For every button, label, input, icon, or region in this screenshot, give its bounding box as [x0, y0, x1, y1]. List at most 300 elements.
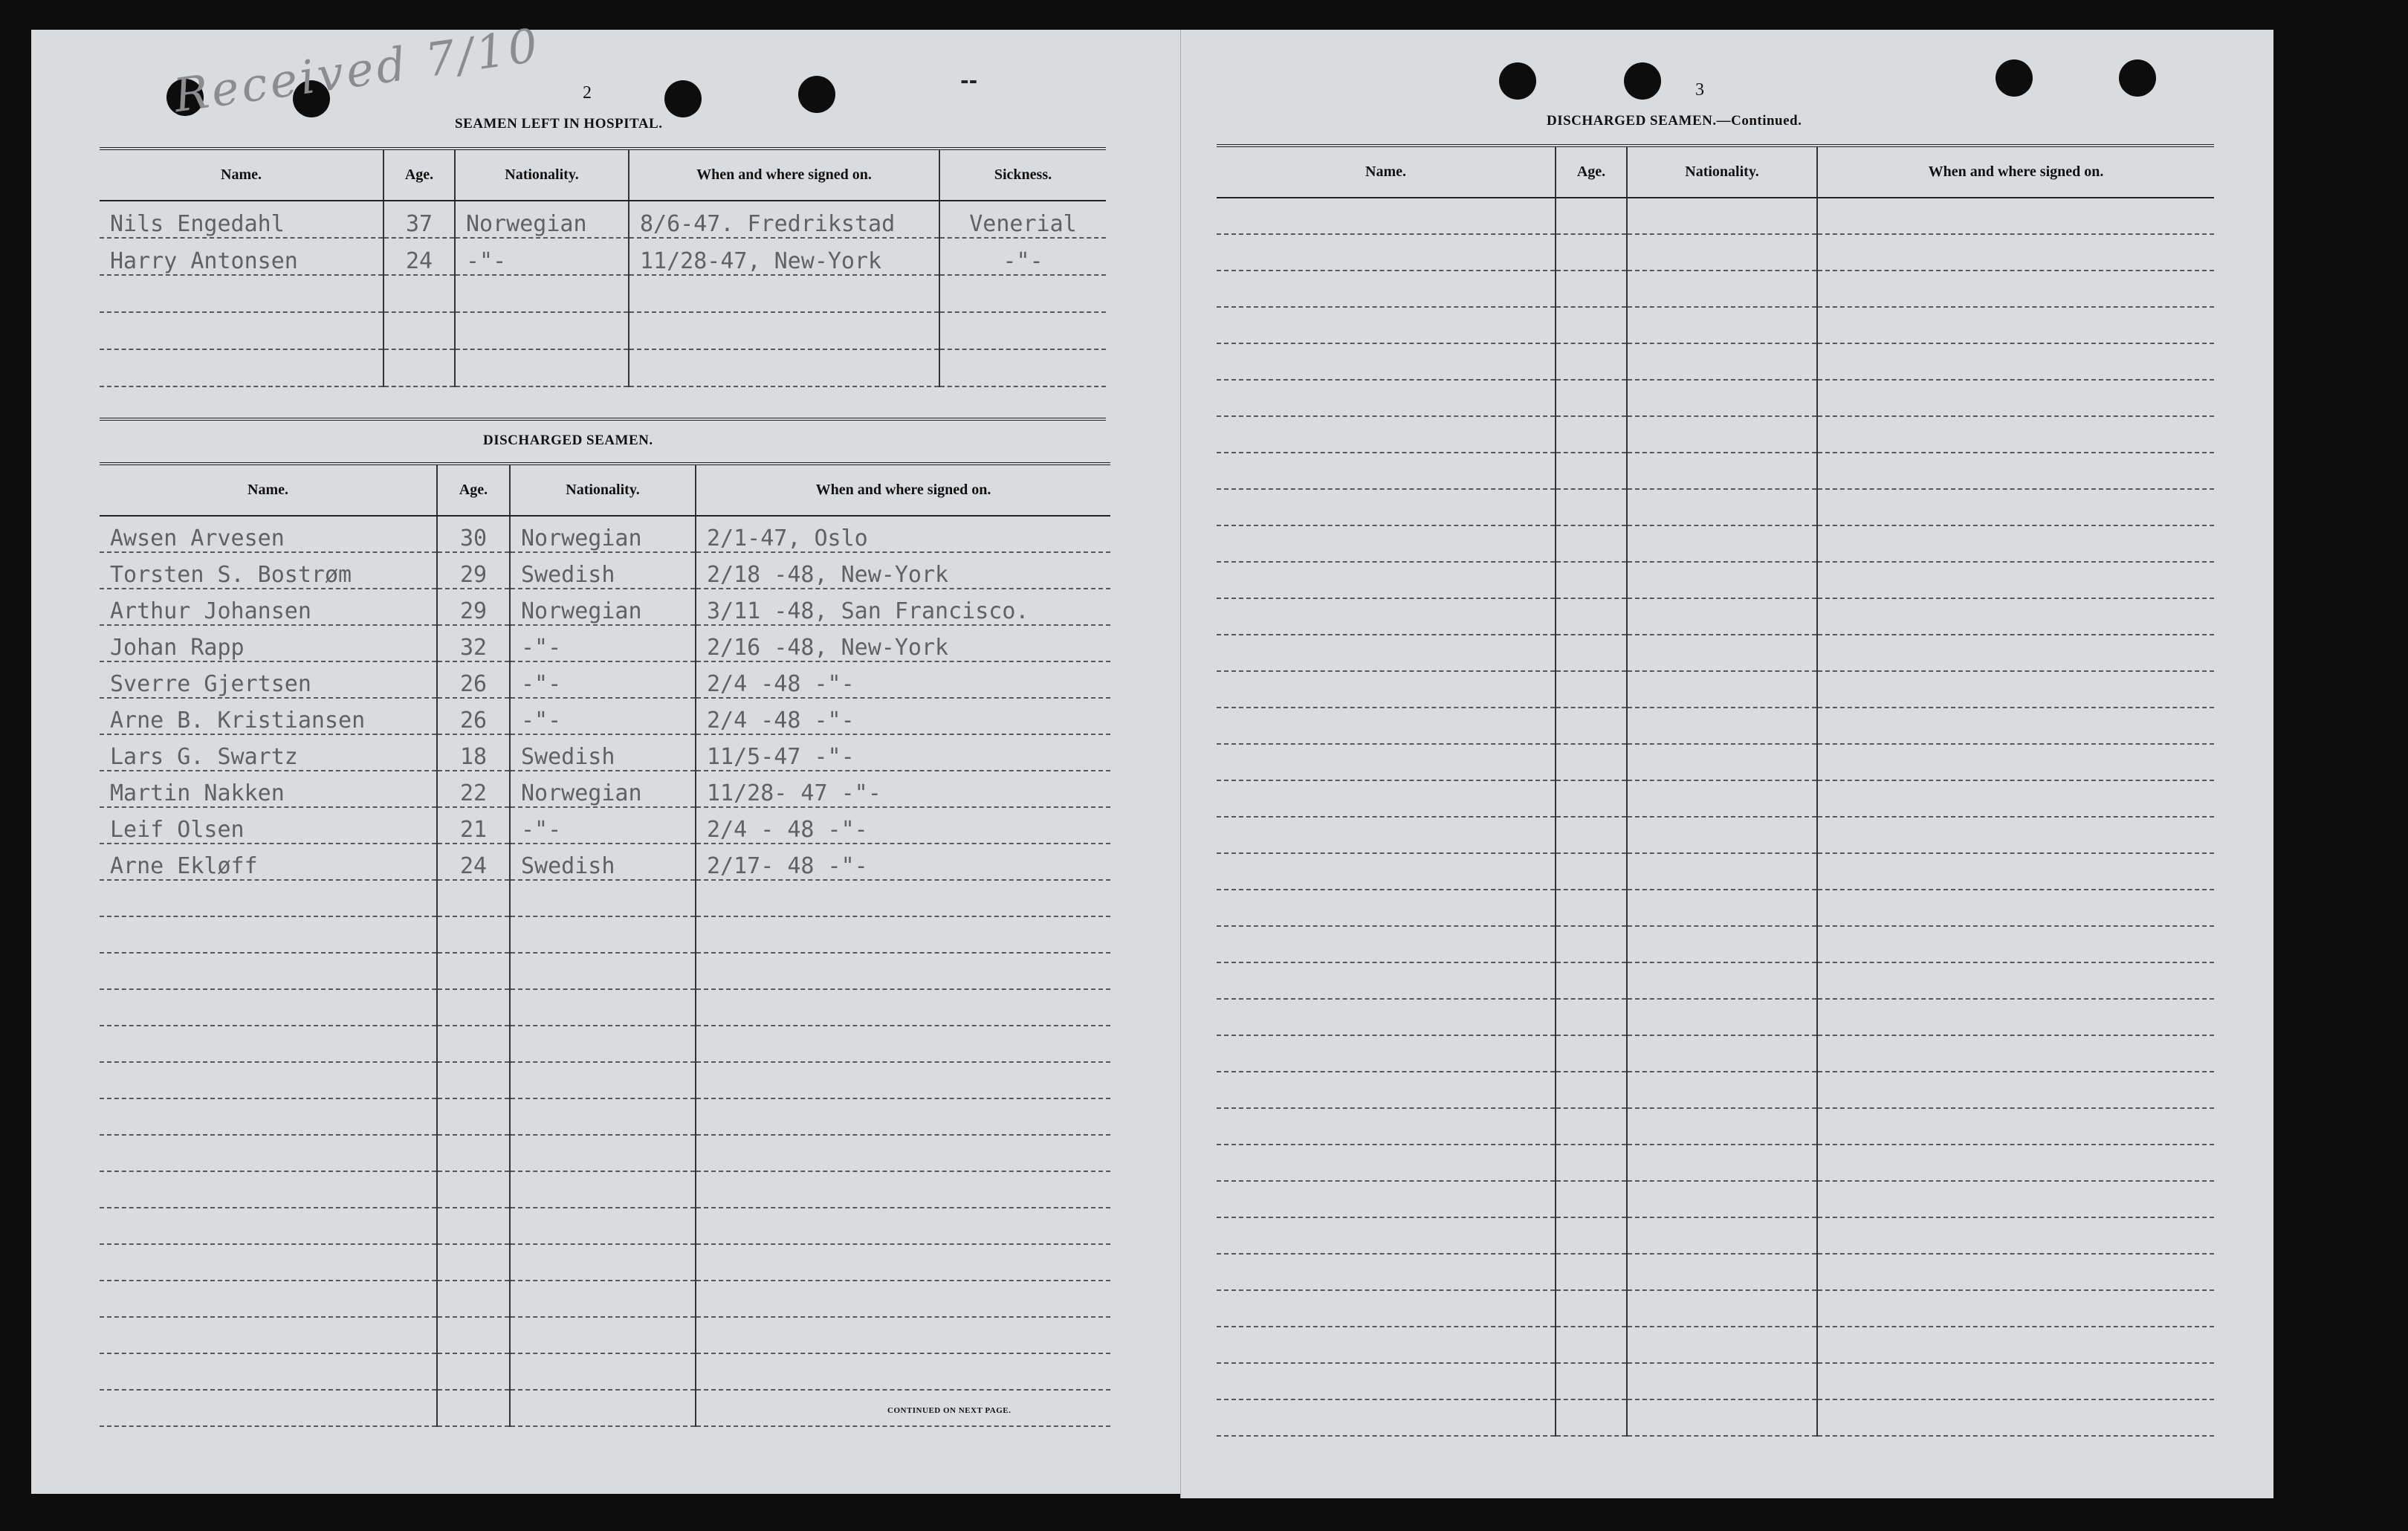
table-row: [1217, 453, 2214, 489]
table-row: [100, 589, 1110, 625]
blank-cell: [1627, 1254, 1817, 1290]
blank-cell: [1817, 1217, 2214, 1254]
table-row: [100, 880, 1110, 916]
cell-nationality: [455, 349, 629, 386]
cell-age: 21: [437, 807, 510, 844]
blank-cell: [1217, 744, 1556, 780]
cell-signed-on: [696, 1135, 1110, 1171]
cell-name: Lars G. Swartz: [100, 734, 437, 771]
blank-cell: [1817, 926, 2214, 962]
table-row: [1217, 1254, 2214, 1290]
blank-cell: [1627, 1181, 1817, 1217]
table-row: [1217, 1181, 2214, 1217]
blank-cell: [1817, 307, 2214, 343]
cell-age: [437, 880, 510, 916]
blank-cell: [1556, 598, 1627, 635]
cell-age: 26: [437, 698, 510, 734]
table-row: [1217, 1399, 2214, 1436]
table-row: [1217, 817, 2214, 853]
pencil-mark: --: [960, 68, 978, 93]
cell-signed-on: [696, 1208, 1110, 1244]
blank-cell: [1817, 525, 2214, 562]
blank-cell: [1817, 1290, 2214, 1327]
blank-cell: [1556, 234, 1627, 271]
blank-cell: [1817, 380, 2214, 416]
col-header-nationality: Nationality.: [510, 464, 696, 516]
cell-name: Martin Nakken: [100, 771, 437, 807]
blank-cell: [1627, 1108, 1817, 1145]
cell-signed-on: [696, 1317, 1110, 1353]
table-row: [1217, 635, 2214, 671]
blank-cell: [1217, 271, 1556, 307]
table-row: [1217, 271, 2214, 307]
blank-cell: [1556, 489, 1627, 525]
cell-signed-on: 11/28-47, New-York: [629, 238, 939, 275]
cell-sickness: [939, 275, 1106, 312]
blank-cell: [1556, 525, 1627, 562]
cell-signed-on: [629, 349, 939, 386]
table-row: [1217, 708, 2214, 744]
blank-cell: [1627, 1290, 1817, 1327]
table-row: [100, 734, 1110, 771]
cell-nationality: [510, 916, 696, 953]
cell-signed-on: 2/4 -48 -"-: [696, 698, 1110, 734]
cell-nationality: Swedish: [510, 844, 696, 880]
table-row: [1217, 962, 2214, 999]
table-row: [1217, 1217, 2214, 1254]
punch-hole: [664, 80, 702, 117]
blank-cell: [1627, 1217, 1817, 1254]
blank-cell: [1817, 1108, 2214, 1145]
blank-cell: [1627, 708, 1817, 744]
blank-cell: [1217, 562, 1556, 598]
blank-cell: [1556, 635, 1627, 671]
blank-cell: [1217, 1072, 1556, 1108]
cell-name: Arne Ekløff: [100, 844, 437, 880]
cell-name: [100, 989, 437, 1026]
table-row: [100, 771, 1110, 807]
cell-nationality: [510, 989, 696, 1026]
page-number: 2: [583, 83, 592, 103]
table-row: [1217, 744, 2214, 780]
blank-cell: [1817, 1327, 2214, 1363]
col-header-name: Name.: [100, 149, 383, 201]
blank-cell: [1556, 1327, 1627, 1363]
cell-age: 30: [437, 516, 510, 552]
blank-cell: [1627, 853, 1817, 890]
table-row: [100, 1317, 1110, 1353]
cell-age: [437, 916, 510, 953]
cell-age: [437, 1244, 510, 1281]
blank-cell: [1817, 343, 2214, 380]
blank-cell: [1217, 453, 1556, 489]
table-row: [1217, 1290, 2214, 1327]
table-row: [1217, 489, 2214, 525]
blank-cell: [1817, 635, 2214, 671]
blank-cell: [1556, 853, 1627, 890]
blank-cell: [1217, 380, 1556, 416]
cell-name: [100, 1390, 437, 1426]
cell-sickness: [939, 349, 1106, 386]
blank-cell: [1627, 890, 1817, 926]
blank-cell: [1817, 708, 2214, 744]
right-section-title: [1547, 113, 1802, 129]
blank-cell: [1556, 926, 1627, 962]
blank-cell: [1817, 1181, 2214, 1217]
cell-sickness: [939, 312, 1106, 349]
blank-cell: [1556, 671, 1627, 708]
cell-signed-on: [696, 1171, 1110, 1208]
blank-cell: [1627, 926, 1817, 962]
cell-signed-on: [696, 1062, 1110, 1098]
blank-cell: [1217, 890, 1556, 926]
col-header-signed-on: When and where signed on.: [696, 464, 1110, 516]
blank-cell: [1217, 999, 1556, 1035]
cell-age: 32: [437, 625, 510, 661]
blank-cell: [1556, 1108, 1627, 1145]
blank-cell: [1217, 1145, 1556, 1181]
table-row: [1217, 525, 2214, 562]
blank-cell: [1627, 1327, 1817, 1363]
cell-signed-on: [696, 1098, 1110, 1135]
table-row: [100, 238, 1106, 275]
table-row: [100, 201, 1106, 238]
blank-cell: [1217, 671, 1556, 708]
cell-name: [100, 312, 383, 349]
table-row: [1217, 1035, 2214, 1072]
cell-name: Johan Rapp: [100, 625, 437, 661]
blank-cell: [1627, 744, 1817, 780]
table-row: [1217, 780, 2214, 817]
cell-name: Sverre Gjertsen: [100, 661, 437, 698]
title-continued: —Continued.: [1716, 113, 1802, 129]
table-row: [1217, 307, 2214, 343]
cell-name: Arthur Johansen: [100, 589, 437, 625]
blank-cell: [1627, 1145, 1817, 1181]
table-row: [100, 1026, 1110, 1062]
cell-nationality: [510, 953, 696, 989]
blank-cell: [1817, 562, 2214, 598]
table-row: [100, 275, 1106, 312]
cell-name: Torsten S. Bostrøm: [100, 552, 437, 589]
blank-cell: [1817, 234, 2214, 271]
blank-cell: [1217, 708, 1556, 744]
blank-cell: [1817, 489, 2214, 525]
blank-cell: [1217, 1327, 1556, 1363]
hospital-table: [100, 147, 1106, 387]
cell-signed-on: 2/16 -48, New-York: [696, 625, 1110, 661]
cell-age: [437, 1098, 510, 1135]
blank-cell: [1627, 307, 1817, 343]
table-row: [1217, 598, 2214, 635]
punch-hole: [798, 76, 835, 113]
punch-hole: [2119, 59, 2156, 97]
blank-cell: [1817, 453, 2214, 489]
cell-age: [383, 312, 455, 349]
cell-age: [437, 1135, 510, 1171]
blank-cell: [1627, 635, 1817, 671]
blank-cell: [1217, 198, 1556, 234]
table-row: [100, 807, 1110, 844]
col-header-age: Age.: [383, 149, 455, 201]
table-row: [100, 1135, 1110, 1171]
blank-cell: [1217, 1254, 1556, 1290]
cell-signed-on: [696, 989, 1110, 1026]
blank-cell: [1627, 562, 1817, 598]
blank-cell: [1556, 198, 1627, 234]
cell-signed-on: [696, 880, 1110, 916]
blank-cell: [1556, 999, 1627, 1035]
blank-cell: [1556, 1035, 1627, 1072]
cell-name: Harry Antonsen: [100, 238, 383, 275]
blank-cell: [1217, 853, 1556, 890]
cell-nationality: [510, 1281, 696, 1317]
col-header-nationality: Nationality.: [455, 149, 629, 201]
blank-cell: [1627, 380, 1817, 416]
blank-cell: [1817, 999, 2214, 1035]
table-row: [100, 989, 1110, 1026]
cell-nationality: [510, 880, 696, 916]
blank-cell: [1627, 343, 1817, 380]
cell-name: Leif Olsen: [100, 807, 437, 844]
blank-cell: [1217, 416, 1556, 453]
cell-age: 29: [437, 552, 510, 589]
blank-cell: [1556, 416, 1627, 453]
table-row: [1217, 198, 2214, 234]
cell-signed-on: 2/4 - 48 -"-: [696, 807, 1110, 844]
cell-name: [100, 1026, 437, 1062]
blank-cell: [1627, 817, 1817, 853]
cell-signed-on: 2/1-47, Oslo: [696, 516, 1110, 552]
table-row: [100, 1208, 1110, 1244]
table-row: [100, 625, 1110, 661]
blank-cell: [1217, 307, 1556, 343]
blank-cell: [1217, 234, 1556, 271]
blank-cell: [1217, 1290, 1556, 1327]
blank-cell: [1556, 1290, 1627, 1327]
blank-cell: [1217, 1399, 1556, 1436]
table-row: [100, 916, 1110, 953]
cell-name: [100, 1135, 437, 1171]
blank-cell: [1817, 1072, 2214, 1108]
punch-hole: [1624, 62, 1661, 100]
cell-name: [100, 275, 383, 312]
cell-signed-on: [696, 953, 1110, 989]
cell-sickness: -"-: [939, 238, 1106, 275]
blank-cell: [1217, 1363, 1556, 1399]
discharged-section-title: DISCHARGED SEAMEN.: [483, 433, 653, 448]
blank-cell: [1556, 1254, 1627, 1290]
cell-nationality: [510, 1317, 696, 1353]
table-row: [1217, 1145, 2214, 1181]
cell-age: 24: [437, 844, 510, 880]
cell-name: [100, 916, 437, 953]
table-row: [1217, 1108, 2214, 1145]
blank-cell: [1217, 525, 1556, 562]
cell-name: Nils Engedahl: [100, 201, 383, 238]
cell-age: 18: [437, 734, 510, 771]
handwritten-note: Received 7/10: [170, 17, 544, 123]
blank-cell: [1817, 1363, 2214, 1399]
table-row: [100, 1281, 1110, 1317]
cell-age: [383, 349, 455, 386]
col-header-name: Name.: [1217, 146, 1556, 198]
table-row: [1217, 1327, 2214, 1363]
table-row: [100, 312, 1106, 349]
blank-cell: [1556, 1181, 1627, 1217]
left-page: [31, 17, 1180, 1494]
cell-signed-on: [629, 275, 939, 312]
cell-name: [100, 1062, 437, 1098]
cell-signed-on: 8/6-47. Fredrikstad: [629, 201, 939, 238]
cell-signed-on: 2/17- 48 -"-: [696, 844, 1110, 880]
col-header-age: Age.: [1556, 146, 1627, 198]
page-number: 3: [1695, 80, 1704, 100]
table-row: [100, 1171, 1110, 1208]
blank-cell: [1817, 962, 2214, 999]
cell-signed-on: [696, 1353, 1110, 1390]
section-divider: [100, 418, 1106, 421]
blank-cell: [1556, 1217, 1627, 1254]
cell-signed-on: [696, 1244, 1110, 1281]
cell-signed-on: [696, 916, 1110, 953]
blank-cell: [1817, 744, 2214, 780]
table-row: [1217, 890, 2214, 926]
cell-age: [437, 1208, 510, 1244]
table-row: [100, 844, 1110, 880]
table-row: [1217, 380, 2214, 416]
cell-age: [437, 1390, 510, 1426]
discharged-continued-table: [1217, 144, 2214, 1437]
hospital-section-title: SEAMEN LEFT IN HOSPITAL.: [455, 116, 663, 132]
table-row: [1217, 234, 2214, 271]
blank-cell: [1627, 780, 1817, 817]
blank-cell: [1217, 1108, 1556, 1145]
table-row: [1217, 999, 2214, 1035]
blank-cell: [1627, 525, 1817, 562]
blank-cell: [1817, 1145, 2214, 1181]
blank-cell: [1556, 1399, 1627, 1436]
cell-name: Arne B. Kristiansen: [100, 698, 437, 734]
table-row: [100, 1098, 1110, 1135]
title-main: DISCHARGED SEAMEN.: [1547, 113, 1717, 129]
cell-signed-on: [629, 312, 939, 349]
blank-cell: [1217, 598, 1556, 635]
blank-cell: [1556, 343, 1627, 380]
blank-cell: [1556, 780, 1627, 817]
cell-nationality: Norwegian: [455, 201, 629, 238]
table-row: [1217, 562, 2214, 598]
blank-cell: [1817, 416, 2214, 453]
table-row: [100, 698, 1110, 734]
cell-nationality: [510, 1026, 696, 1062]
cell-nationality: Norwegian: [510, 771, 696, 807]
cell-name: [100, 1171, 437, 1208]
blank-cell: [1556, 708, 1627, 744]
table-row: [100, 661, 1110, 698]
blank-cell: [1817, 817, 2214, 853]
cell-nationality: -"-: [510, 807, 696, 844]
table-row: [100, 1062, 1110, 1098]
cell-signed-on: 2/18 -48, New-York: [696, 552, 1110, 589]
blank-cell: [1556, 307, 1627, 343]
blank-cell: [1627, 962, 1817, 999]
cell-name: [100, 1244, 437, 1281]
cell-nationality: -"-: [510, 625, 696, 661]
blank-cell: [1627, 1035, 1817, 1072]
blank-cell: [1627, 234, 1817, 271]
blank-cell: [1817, 271, 2214, 307]
blank-cell: [1817, 671, 2214, 708]
table-row: [100, 1244, 1110, 1281]
cell-name: [100, 349, 383, 386]
cell-name: [100, 880, 437, 916]
cell-nationality: [510, 1098, 696, 1135]
table-row: [1217, 343, 2214, 380]
cell-age: [383, 275, 455, 312]
cell-signed-on: 11/5-47 -"-: [696, 734, 1110, 771]
cell-nationality: [510, 1135, 696, 1171]
blank-cell: [1817, 1035, 2214, 1072]
cell-nationality: -"-: [510, 661, 696, 698]
cell-name: [100, 1098, 437, 1135]
col-header-signed-on: When and where signed on.: [1817, 146, 2214, 198]
right-page: [1180, 30, 2273, 1498]
cell-signed-on: 2/4 -48 -"-: [696, 661, 1110, 698]
cell-nationality: [510, 1062, 696, 1098]
blank-cell: [1556, 744, 1627, 780]
table-row: [1217, 416, 2214, 453]
cell-nationality: Norwegian: [510, 516, 696, 552]
cell-nationality: Norwegian: [510, 589, 696, 625]
blank-cell: [1627, 999, 1817, 1035]
cell-name: Awsen Arvesen: [100, 516, 437, 552]
cell-nationality: [510, 1390, 696, 1426]
blank-cell: [1556, 890, 1627, 926]
blank-cell: [1817, 853, 2214, 890]
blank-cell: [1217, 1217, 1556, 1254]
blank-cell: [1627, 1399, 1817, 1436]
cell-name: [100, 1208, 437, 1244]
table-row: [100, 349, 1106, 386]
blank-cell: [1627, 453, 1817, 489]
blank-cell: [1817, 1399, 2214, 1436]
cell-nationality: -"-: [510, 698, 696, 734]
continued-footer: CONTINUED ON NEXT PAGE.: [887, 1406, 1012, 1415]
table-row: [100, 1353, 1110, 1390]
blank-cell: [1217, 1035, 1556, 1072]
blank-cell: [1627, 1363, 1817, 1399]
table-row: [100, 552, 1110, 589]
blank-cell: [1556, 453, 1627, 489]
blank-cell: [1556, 817, 1627, 853]
table-row: [1217, 926, 2214, 962]
cell-nationality: -"-: [455, 238, 629, 275]
cell-name: [100, 953, 437, 989]
cell-age: 26: [437, 661, 510, 698]
cell-signed-on: [696, 1026, 1110, 1062]
cell-nationality: [455, 312, 629, 349]
cell-nationality: Swedish: [510, 734, 696, 771]
cell-signed-on: 11/28- 47 -"-: [696, 771, 1110, 807]
blank-cell: [1217, 780, 1556, 817]
col-header-signed-on: When and where signed on.: [629, 149, 939, 201]
blank-cell: [1217, 962, 1556, 999]
table-row: [1217, 671, 2214, 708]
cell-age: [437, 1281, 510, 1317]
cell-age: [437, 989, 510, 1026]
cell-age: [437, 1317, 510, 1353]
